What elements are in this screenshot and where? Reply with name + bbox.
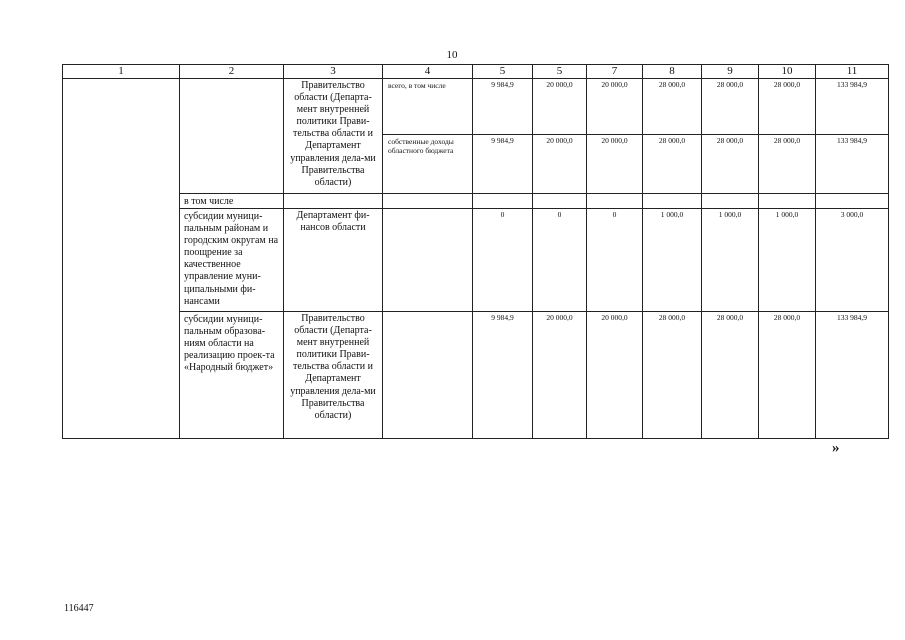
- empty-cell: [702, 194, 759, 209]
- value-cell: 28 000,0: [643, 312, 702, 439]
- value-cell: 1 000,0: [643, 209, 702, 312]
- header-cell: 5: [473, 65, 533, 79]
- value-cell: 9 984,9: [473, 312, 533, 439]
- empty-cell: [473, 194, 533, 209]
- value-cell: 20 000,0: [533, 79, 587, 135]
- table-row: [63, 209, 889, 312]
- header-cell: 2: [180, 65, 284, 79]
- value-cell: 28 000,0: [702, 135, 759, 194]
- header-cell: 3: [284, 65, 383, 79]
- header-cell: 8: [643, 65, 702, 79]
- value-cell: 20 000,0: [587, 135, 643, 194]
- table-row: [63, 79, 889, 135]
- value-cell: 3 000,0: [816, 209, 889, 312]
- page-number: 10: [446, 49, 458, 61]
- header-row: [63, 65, 889, 79]
- header-cell: 11: [816, 65, 889, 79]
- empty-cell: [383, 194, 473, 209]
- empty-cell: [284, 194, 383, 209]
- col2-cell: [180, 79, 284, 194]
- including-label: в том числе: [180, 194, 284, 209]
- header-cell: 4: [383, 65, 473, 79]
- table-row: [63, 312, 889, 439]
- funding-source-cell: [383, 209, 473, 312]
- value-cell: 0: [587, 209, 643, 312]
- value-cell: 9 984,9: [473, 135, 533, 194]
- value-cell: 1 000,0: [702, 209, 759, 312]
- header-cell: 10: [759, 65, 816, 79]
- budget-table: [62, 64, 889, 439]
- empty-cell: [533, 194, 587, 209]
- header-cell: 1: [63, 65, 180, 79]
- header-cell: 5: [533, 65, 587, 79]
- funding-source-cell: [383, 312, 473, 439]
- value-cell: 28 000,0: [759, 135, 816, 194]
- empty-cell: [759, 194, 816, 209]
- measure-name-cell: субсидии муници-пальным образова-ниям области на реализацию проек-та «Народный бюджет»: [180, 312, 284, 439]
- document-code: 116447: [64, 603, 94, 614]
- value-cell: 133 984,9: [816, 135, 889, 194]
- value-cell: 20 000,0: [533, 135, 587, 194]
- value-cell: 20 000,0: [533, 312, 587, 439]
- value-cell: 0: [473, 209, 533, 312]
- measure-name-cell: субсидии муници-пальным районам и городским округам на поощрение за качественное управление муни-ципальными фи-нансами: [180, 209, 284, 312]
- header-cell: 9: [702, 65, 759, 79]
- continuation-mark: »: [832, 440, 840, 456]
- value-cell: 20 000,0: [587, 312, 643, 439]
- executor-cell: Правительство области (Департа-мент внутренней политики Прави-тельства области и Департамент управления дела-ми Правительства области): [284, 79, 383, 194]
- value-cell: 133 984,9: [816, 312, 889, 439]
- value-cell: 28 000,0: [759, 312, 816, 439]
- header-cell: 7: [587, 65, 643, 79]
- funding-source-cell: собственные доходы областного бюджета: [383, 135, 473, 194]
- value-cell: 28 000,0: [643, 79, 702, 135]
- empty-cell: [816, 194, 889, 209]
- value-cell: 0: [533, 209, 587, 312]
- table-row: [63, 194, 889, 209]
- col1-merged-cell: [63, 79, 180, 439]
- value-cell: 28 000,0: [702, 79, 759, 135]
- executor-cell: Департамент фи-нансов области: [284, 209, 383, 312]
- value-cell: 133 984,9: [816, 79, 889, 135]
- value-cell: 20 000,0: [587, 79, 643, 135]
- value-cell: 1 000,0: [759, 209, 816, 312]
- executor-cell: Правительство области (Департа-мент внутренней политики Прави-тельства области и Департамент управления дела-ми Правительства области): [284, 312, 383, 439]
- empty-cell: [643, 194, 702, 209]
- value-cell: 9 984,9: [473, 79, 533, 135]
- value-cell: 28 000,0: [643, 135, 702, 194]
- value-cell: 28 000,0: [702, 312, 759, 439]
- funding-source-cell: всего, в том числе: [383, 79, 473, 135]
- empty-cell: [587, 194, 643, 209]
- value-cell: 28 000,0: [759, 79, 816, 135]
